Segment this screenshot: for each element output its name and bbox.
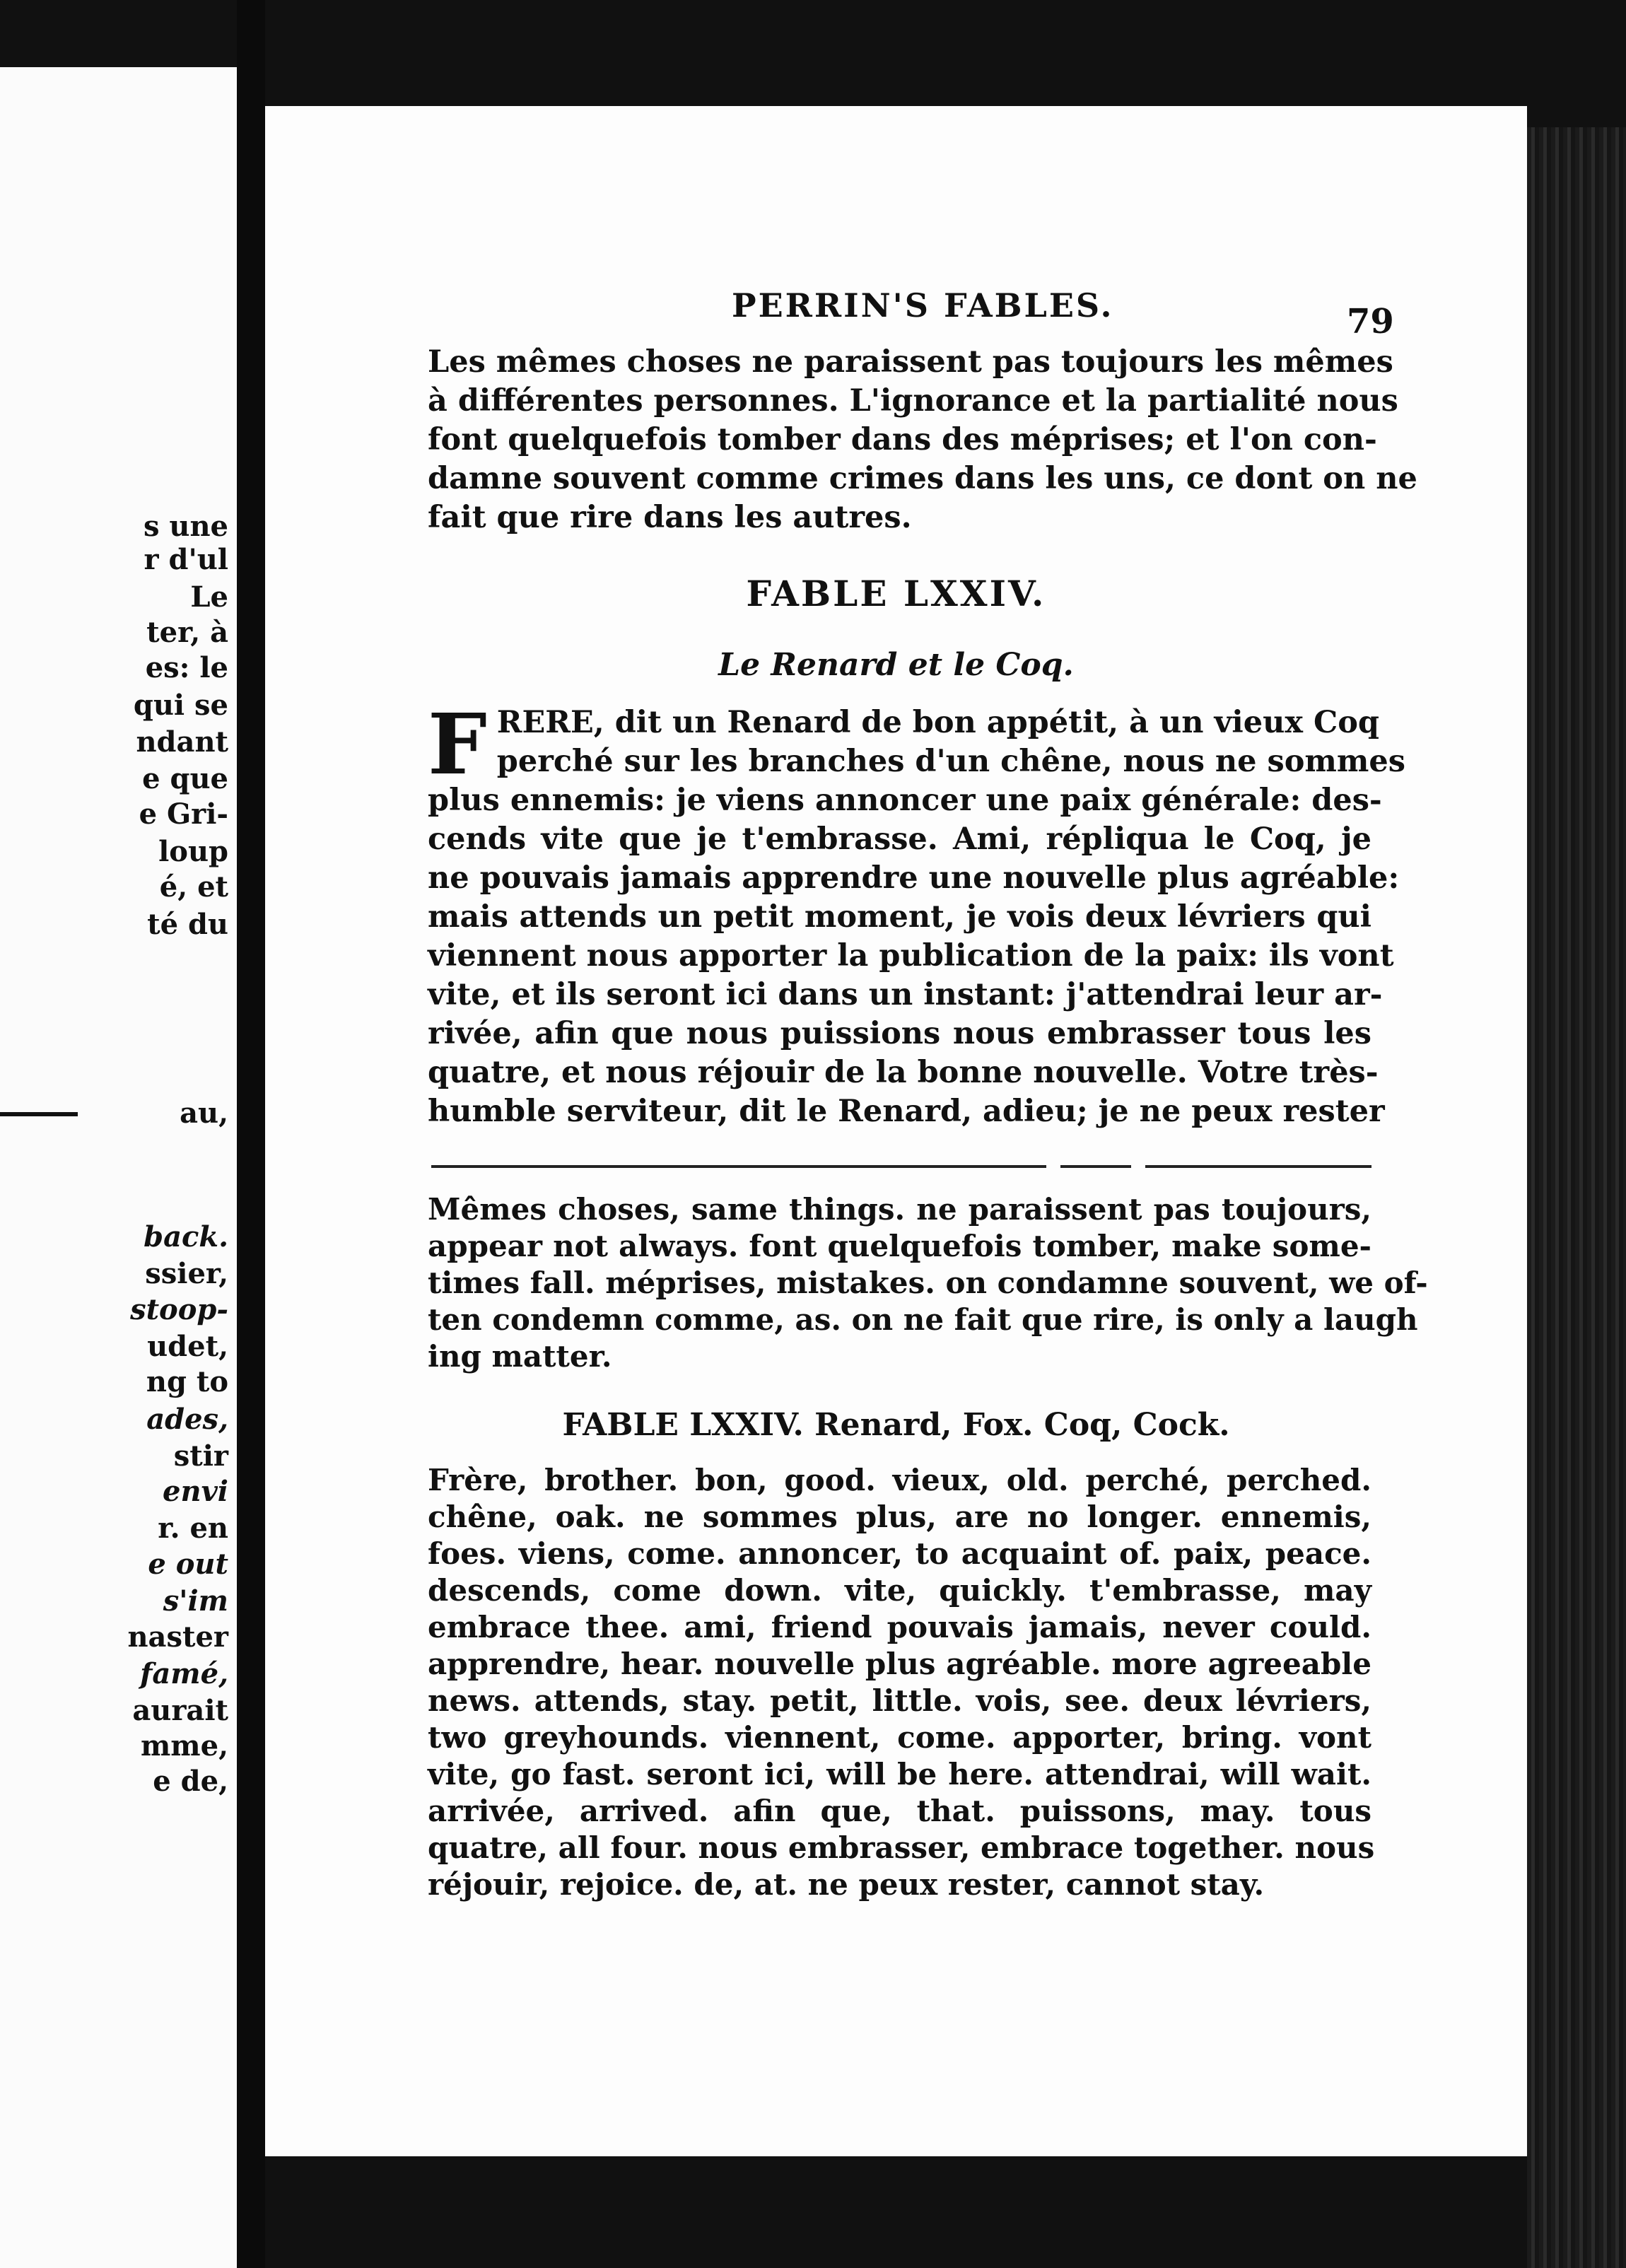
moral-line: fait que rire dans les autres.: [428, 500, 912, 535]
glossary-line: descends, come down. vite, quickly. t'embrasse, may: [428, 1573, 1371, 1608]
left-page-line: r d'ul: [144, 543, 228, 576]
left-page-line: envi: [163, 1475, 228, 1508]
moral-line: à différentes personnes. L'ignorance et la partialité nous: [428, 383, 1398, 419]
fable-line: viennent nous apporter la publication de la paix: ils vont: [428, 938, 1394, 974]
left-page-line: e out: [148, 1548, 228, 1581]
glossary-line: vite, go fast. seront ici, will be here. attendrai, will wait.: [428, 1757, 1371, 1791]
moral-paragraph: [428, 343, 1417, 537]
glossary-line: chêne, oak. ne sommes plus, are no longer. ennemis,: [428, 1500, 1371, 1534]
left-page-line: udet,: [147, 1330, 228, 1363]
glossary-line: foes. viens, come. annoncer, to acquaint of. paix, peace.: [428, 1536, 1371, 1571]
glossary-heading: FABLE LXXIV. Renard, Fox. Coq, Cock.: [562, 1407, 1230, 1443]
fable-line: cends vite que je t'embrasse. Ami, répliqua le Coq, je: [428, 822, 1371, 857]
left-page-line: au,: [180, 1097, 228, 1130]
glossary-line: embrace thee. ami, friend pouvais jamais, never could.: [428, 1610, 1371, 1644]
glossary-line: two greyhounds. viennent, come. apporter, bring. vont: [428, 1720, 1371, 1755]
left-page-line: stir: [173, 1439, 228, 1473]
page-number: 79: [1347, 302, 1394, 341]
left-page-line: back.: [144, 1220, 228, 1253]
fable-line: RERE, dit un Renard de bon appétit, à un vieux Coq: [496, 705, 1379, 740]
vocabulary-notes: [428, 1191, 1428, 1375]
left-page-line: stoop-: [130, 1293, 228, 1326]
glossary-line: news. attends, stay. petit, little. vois, see. deux lévriers,: [428, 1683, 1371, 1718]
left-page-line: e de,: [153, 1765, 228, 1798]
left-page-fragment: [0, 67, 237, 2268]
left-page-line: ndant: [136, 725, 228, 759]
left-page-line: qui se: [133, 689, 228, 722]
note-line: appear not always. font quelquefois tomber, make some-: [428, 1229, 1371, 1263]
left-page-line: es: le: [145, 651, 228, 684]
moral-line: damne souvent comme crimes dans les uns, ce dont on ne: [428, 461, 1417, 496]
fable-line: humble serviteur, dit le Renard, adieu; je ne peux rester: [428, 1094, 1385, 1129]
book-gutter: [237, 0, 265, 2268]
left-page-line: ng to: [146, 1365, 228, 1398]
book-page: [265, 106, 1527, 2156]
fable-heading: FABLE LXXIV.: [746, 573, 1046, 614]
fable-line: ne pouvais jamais apprendre une nouvelle plus agréable:: [428, 860, 1400, 896]
note-line: Mêmes choses, same things. ne paraissent pas toujours,: [428, 1192, 1371, 1227]
left-page-line: famé,: [140, 1657, 228, 1690]
left-page-line: ades,: [146, 1403, 228, 1436]
drop-cap: F: [428, 695, 487, 793]
note-line: ten condemn comme, as. on ne fait que rire, is only a laugh: [428, 1302, 1418, 1337]
fable-body: [428, 695, 1405, 1131]
left-page-line: r. en: [158, 1512, 228, 1545]
moral-line: font quelquefois tomber dans des méprises; et l'on con-: [428, 422, 1377, 457]
left-page-line: é, et: [159, 870, 228, 904]
left-page-rule: [0, 1112, 78, 1116]
moral-line: Les mêmes choses ne paraissent pas toujours les mêmes: [428, 344, 1393, 380]
left-page-line: aurait: [132, 1694, 228, 1727]
left-page-line: ter, à: [146, 616, 228, 649]
left-page-line: loup: [158, 835, 228, 868]
glossary: [428, 1462, 1375, 1903]
left-page-line: té du: [147, 908, 228, 941]
fable-line: quatre, et nous réjouir de la bonne nouvelle. Votre très-: [428, 1055, 1379, 1090]
left-page-line: mme,: [140, 1729, 228, 1763]
section-separator: [431, 1165, 1371, 1169]
fable-line: perché sur les branches d'un chêne, nous ne sommes: [496, 744, 1405, 779]
glossary-line: arrivée, arrived. afin que, that. puissons, may. tous: [428, 1794, 1371, 1828]
left-page-line: s une: [143, 510, 228, 543]
fable-line: vite, et ils seront ici dans un instant: j'attendrai leur ar-: [428, 977, 1383, 1012]
left-page-line: Le: [190, 580, 228, 614]
page-edges: [1527, 127, 1626, 2268]
glossary-line: quatre, all four. nous embrasser, embrace together. nous: [428, 1830, 1375, 1865]
running-head: PERRIN'S FABLES.: [732, 286, 1114, 325]
fable-line: rivée, afin que nous puissions nous embrasser tous les: [428, 1016, 1371, 1051]
left-page-line: s'im: [163, 1584, 228, 1618]
left-page-line: e que: [142, 762, 228, 795]
left-page-line: e Gri-: [139, 797, 228, 831]
glossary-line: réjouir, rejoice. de, at. ne peux rester, cannot stay.: [428, 1867, 1265, 1902]
note-line: times fall. méprises, mistakes. on condamne souvent, we of-: [428, 1265, 1428, 1300]
fable-line: plus ennemis: je viens annoncer une paix générale: des-: [428, 783, 1382, 818]
glossary-line: Frère, brother. bon, good. vieux, old. perché, perched.: [428, 1463, 1371, 1497]
glossary-line: apprendre, hear. nouvelle plus agréable. more agreeable: [428, 1647, 1371, 1681]
left-page-line: naster: [127, 1620, 228, 1654]
fable-subtitle: Le Renard et le Coq.: [718, 647, 1074, 683]
note-line: ing matter.: [428, 1339, 612, 1374]
left-page-line: ssier,: [145, 1257, 228, 1290]
fable-line: mais attends un petit moment, je vois deux lévriers qui: [428, 899, 1371, 935]
